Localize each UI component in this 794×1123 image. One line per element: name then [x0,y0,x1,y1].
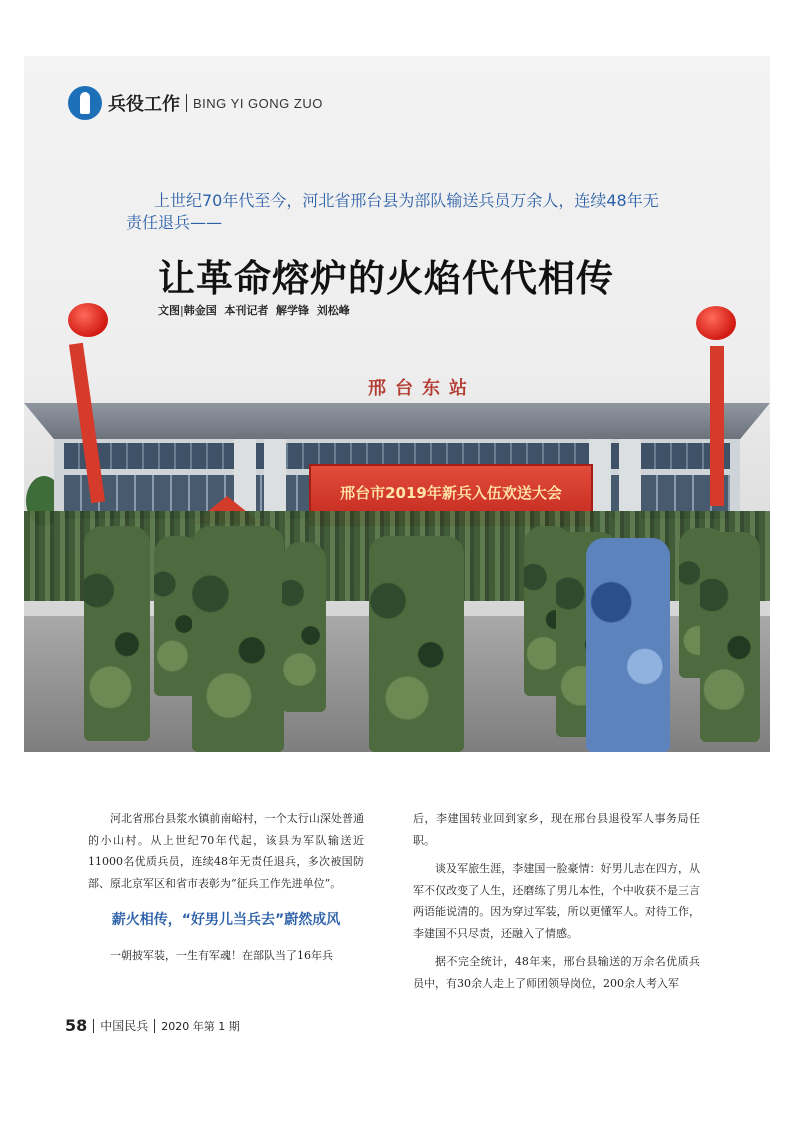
article-kicker: 上世纪70年代至今，河北省邢台县为部队输送兵员万余人，连续48年无责任退兵—— [126,191,659,232]
article-byline [158,302,350,318]
byline-names: 韩金国 本刊记者 解学锋 刘松峰 [183,304,350,317]
section-title: 兵役工作 [108,94,180,115]
footer-divider [93,1019,94,1033]
red-lantern-left [68,303,108,337]
page-footer [65,1016,240,1035]
body-column-left [88,808,364,966]
red-lantern-right [696,306,736,340]
issue-number: 2020 年第 1 期 [161,1019,240,1033]
body-column-right [413,808,700,994]
byline-label: 文图 [158,304,180,317]
magazine-name: 中国民兵 [100,1019,149,1033]
soldier-silhouette-icon [68,86,102,120]
vertical-banner-right [710,346,724,506]
footer-divider [154,1019,155,1033]
hero-photo [24,56,770,752]
article-title: 让革命熔炉的火焰代代相传 [158,257,614,300]
section-header [68,86,323,120]
byline-divider: | [180,304,184,317]
recruit [282,542,326,712]
body-paragraph: 一朝披军装，一生有军魂！在部队当了16年兵 [110,948,333,962]
body-paragraph: 谈及军旅生涯，李建国一脸豪情：好男儿志在四方，从军不仅改变了人生，还磨练了男儿本性，个中收获不是三言两语能说清的。因为穿过军装，所以更懂军人。对待工作，李建国不只尽责，还融入了情感。 [413,862,700,940]
body-paragraph: 据不完全统计，48年来，邢台县输送的万余名优质兵员中，有30余人走上了师团领导岗位，200余人考入军 [413,955,700,990]
recruit [700,532,760,742]
station-roof [24,403,770,439]
recruit [84,526,150,741]
welcome-banner-text: 邢台市2019年新兵入伍欢送大会 [340,484,562,502]
recruit [192,526,284,752]
body-paragraph: 后，李建国转业回到家乡，现在邢台县退役军人事务局任职。 [413,812,700,847]
recruit [369,536,464,752]
body-paragraph: 河北省邢台县浆水镇前南峪村，一个太行山深处普通的小山村。从上世纪70年代起，该县为军队输送近11000名优质兵员，连续48年无责任退兵，多次被国防部、原北京军区和省市表彰为“征兵工作先进单位”。 [88,812,364,890]
page-number: 58 [65,1016,88,1035]
section-title-pinyin: BING YI GONG ZUO [193,95,323,111]
article-subhead: 薪火相传，“好男儿当兵去”蔚然成风 [111,912,341,928]
section-divider [186,94,187,112]
station-sign: 邢台东站 [368,378,476,399]
recruit-blue-uniform [586,538,670,752]
